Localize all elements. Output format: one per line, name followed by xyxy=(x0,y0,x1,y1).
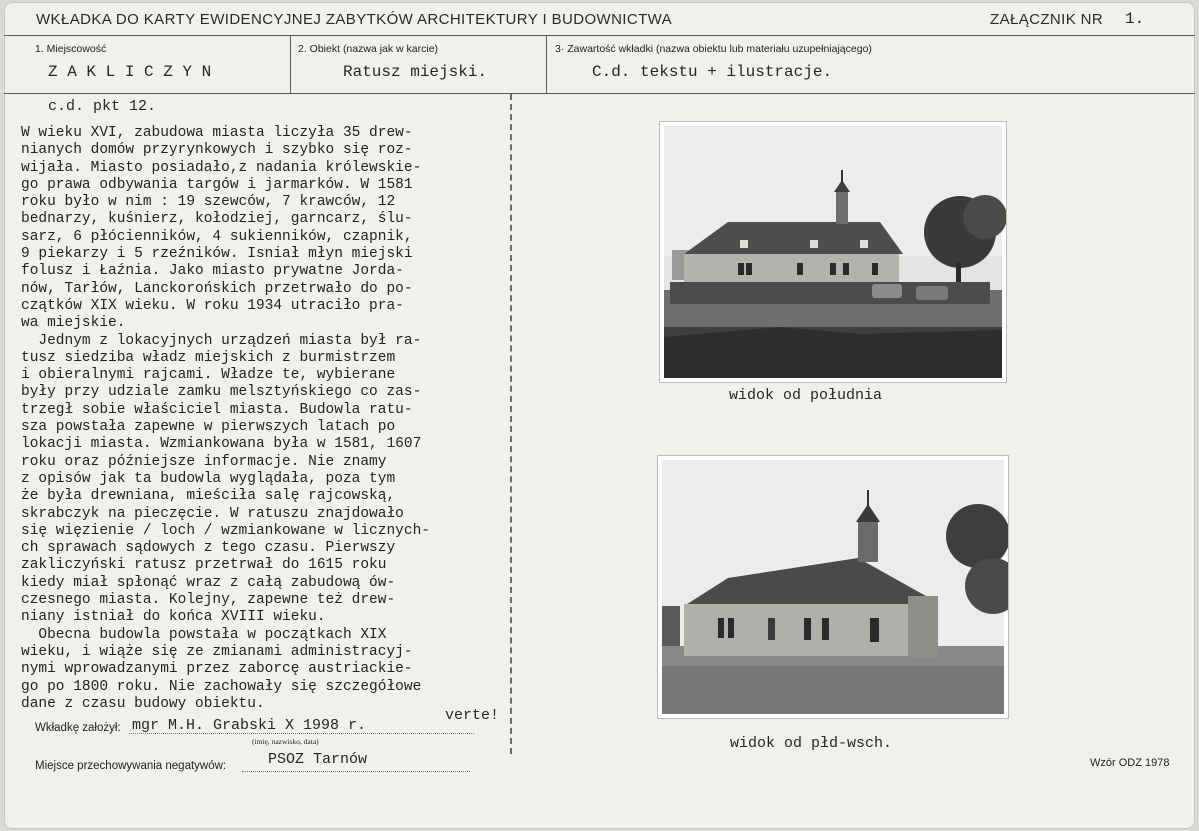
author-value: mgr M.H. Grabski X 1998 r. xyxy=(132,717,367,734)
continuation-note: c.d. pkt 12. xyxy=(48,98,157,115)
text-line: nów, Tarłów, Lanckorońskich przetrwało do po- xyxy=(21,280,413,297)
text-line: skrabczyk na pieczęcie. W ratuszu znajdowało xyxy=(21,505,404,522)
text-line: go po 1800 roku. Nie zachowały się szczegółowe xyxy=(21,678,422,695)
text-line: sza powstała zapewne w pierwszych latach po xyxy=(21,419,396,436)
record-card xyxy=(4,2,1195,829)
field-divider-2 xyxy=(546,35,547,93)
text-line: wieku, i wiąże się ze zmianami administracyj- xyxy=(21,643,413,660)
town-hall-southeast-photo-icon xyxy=(658,456,1008,718)
text-line: czesnego miasta. Kolejny, zapewne też drew- xyxy=(21,592,396,609)
text-line: były przy udziale zamku melsztyńskiego co zas- xyxy=(21,384,422,401)
text-line: W wieku XVI, zabudowa miasta liczyła 35 drew- xyxy=(21,125,413,141)
form-title: WKŁADKA DO KARTY EWIDENCYJNEJ ZABYTKÓW ARCHITEKTURY I BUDOWNICTWA xyxy=(36,11,673,28)
object-value: Ratusz miejski. xyxy=(343,63,488,81)
fields-divider xyxy=(4,93,1195,94)
text-line: nymi wprowadzanymi przez zaborcę austriackie- xyxy=(21,661,413,678)
attachment-number: 1. xyxy=(1125,10,1145,28)
text-line: Obecna budowla powstała w początkach XIX xyxy=(21,626,387,643)
text-line: zakliczyński ratusz przetrwał do 1615 roku xyxy=(21,557,387,574)
text-line: i obieralnymi rajcami. Władze te, wybierane xyxy=(21,367,396,384)
town-hall-south-photo-icon xyxy=(660,122,1006,382)
object-label: 2. Obiekt (nazwa jak w karcie) xyxy=(298,43,439,55)
text-line: nianych domów przyrynkowych i szybko się roz- xyxy=(21,142,413,159)
description-text xyxy=(21,125,511,713)
text-line: że była drewniana, mieściła salę rajcowską, xyxy=(21,488,396,505)
author-label: Wkładkę założył: xyxy=(35,722,121,734)
locality-label: 1. Miejscowość xyxy=(35,43,107,55)
field-divider-1 xyxy=(290,35,291,93)
attachment-label: ZAŁĄCZNIK NR xyxy=(990,11,1104,28)
text-line: tusz siedziba władz miejskich z burmistrzem xyxy=(21,349,396,366)
text-line: roku było w nim : 19 szewców, 7 krawców, 12 xyxy=(21,194,396,211)
photo-southeast-caption: widok od płd-wsch. xyxy=(730,735,893,752)
text-line: wijała. Miasto posiadało,z nadania królewskie- xyxy=(21,159,422,176)
text-line: czątków XIX wieku. W roku 1934 utraciło pra- xyxy=(21,297,404,314)
header-divider xyxy=(4,35,1195,36)
text-line: niany istniał do końca XVIII wieku. xyxy=(21,609,326,626)
text-line: sarz, 6 płócienników, 4 sukienników, czapnik, xyxy=(21,228,413,245)
storage-value: PSOZ Tarnów xyxy=(268,751,368,768)
text-line: folusz i Łaźnia. Jako miasto prywatne Jorda- xyxy=(21,263,404,280)
content-label: 3· Zawartość wkładki (nazwa obiektu lub materiału uzupełniającego) xyxy=(555,43,872,55)
text-line: ch sprawach sądowych z tego czasu. Pierwszy xyxy=(21,540,396,557)
text-line: bednarzy, kuśnierz, kołodziej, garncarz, ślu- xyxy=(21,211,413,228)
photo-south-caption: widok od południa xyxy=(729,387,883,404)
text-line: się więzienie / loch / wzmiankowane w licznych- xyxy=(21,522,430,539)
text-line: 9 piekarzy i 5 rzeźników. Isniał młyn miejski xyxy=(21,246,413,263)
text-line: kiedy miał spłonąć wraz z całą zabudową ów- xyxy=(21,574,396,591)
content-value: C.d. tekstu + ilustracje. xyxy=(592,63,833,81)
storage-line xyxy=(242,771,470,772)
text-line: roku oraz późniejsze informacje. Nie znamy xyxy=(21,453,387,470)
text-line: trzegł sobie właściciel miasta. Budowla ratu- xyxy=(21,401,413,418)
text-line: go prawa odbywania targów i jarmarków. W 1581 xyxy=(21,176,413,193)
photo-southeast xyxy=(658,456,1008,718)
text-line: dane z czasu budowy obiektu. xyxy=(21,695,265,712)
verte-note: verte! xyxy=(445,707,500,724)
text-line: wa miejskie. xyxy=(21,315,126,332)
photo-south xyxy=(660,122,1006,382)
author-line xyxy=(129,733,474,734)
text-line: Jednym z lokacyjnych urządzeń miasta był ra- xyxy=(21,332,422,349)
storage-label: Miejsce przechowywania negatywów: xyxy=(35,760,227,772)
author-caption: (imię, nazwisko, data) xyxy=(252,737,319,746)
locality-value: Z A K L I C Z Y N xyxy=(48,63,212,81)
form-code: Wzór ODZ 1978 xyxy=(1090,757,1170,769)
text-line: z opisów jak ta budowla wyglądała, poza tym xyxy=(21,470,396,487)
text-line: lokacji miasta. Wzmiankowana była w 1581, 1607 xyxy=(21,436,422,453)
